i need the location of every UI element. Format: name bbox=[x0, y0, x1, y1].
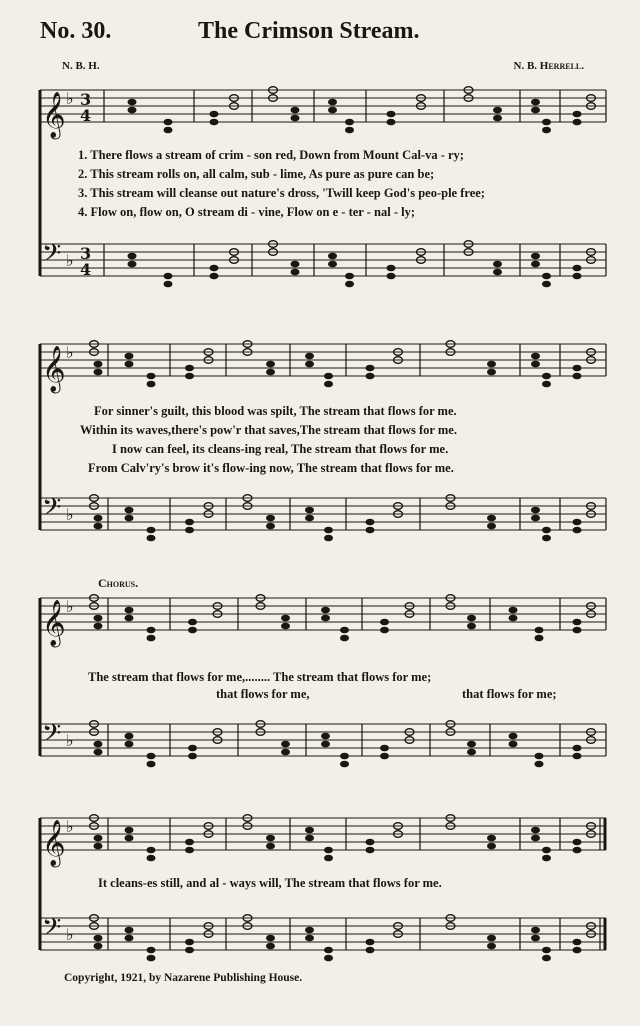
note-head bbox=[185, 373, 194, 380]
note-head bbox=[366, 365, 375, 372]
note-head bbox=[305, 515, 314, 522]
note-head bbox=[324, 381, 333, 388]
note-head bbox=[328, 99, 337, 106]
note-head bbox=[387, 265, 396, 272]
note-head bbox=[291, 269, 300, 276]
note-head bbox=[128, 99, 137, 106]
chorus-echo-a: that flows for me, bbox=[216, 687, 310, 701]
note-head bbox=[164, 273, 173, 280]
note-head bbox=[188, 619, 197, 626]
time-signature-bottom: 4 bbox=[80, 260, 92, 279]
note-head bbox=[324, 855, 333, 862]
note-head bbox=[281, 623, 290, 630]
note-head bbox=[542, 273, 551, 280]
note-head bbox=[573, 947, 582, 954]
note-head bbox=[305, 507, 314, 514]
note-head bbox=[291, 261, 300, 268]
note-head bbox=[281, 749, 290, 756]
note-head bbox=[487, 943, 496, 950]
note-head bbox=[531, 99, 540, 106]
note-head bbox=[573, 619, 582, 626]
note-head bbox=[210, 273, 219, 280]
note-head bbox=[542, 373, 551, 380]
note-head bbox=[328, 253, 337, 260]
note-head bbox=[210, 265, 219, 272]
flat-sign: ♭ bbox=[66, 251, 74, 270]
note-head bbox=[266, 515, 275, 522]
note-head bbox=[535, 753, 544, 760]
note-head bbox=[380, 753, 389, 760]
note-head bbox=[125, 515, 134, 522]
note-head bbox=[573, 839, 582, 846]
note-head bbox=[321, 741, 330, 748]
note-head bbox=[125, 353, 134, 360]
note-head bbox=[366, 939, 375, 946]
note-head bbox=[573, 847, 582, 854]
note-head bbox=[125, 935, 134, 942]
flat-sign: ♭ bbox=[66, 597, 74, 616]
treble-clef: 𝄞 bbox=[42, 600, 66, 646]
note-head bbox=[487, 369, 496, 376]
note-head bbox=[487, 843, 496, 850]
note-head bbox=[531, 361, 540, 368]
note-head bbox=[266, 943, 275, 950]
note-head bbox=[185, 519, 194, 526]
note-head bbox=[493, 261, 502, 268]
note-head bbox=[573, 627, 582, 634]
note-head bbox=[147, 635, 156, 642]
note-head bbox=[94, 843, 103, 850]
note-head bbox=[324, 527, 333, 534]
note-head bbox=[266, 835, 275, 842]
verse-line-4: 4. Flow on, flow on, O stream di - vine, Flow on e - ter - nal - ly; bbox=[78, 205, 416, 219]
note-head bbox=[305, 353, 314, 360]
note-head bbox=[185, 847, 194, 854]
note-head bbox=[467, 741, 476, 748]
copyright-notice: Copyright, 1921, by Nazarene Publishing House. bbox=[64, 972, 303, 984]
note-head bbox=[321, 733, 330, 740]
note-head bbox=[509, 741, 518, 748]
note-head bbox=[94, 369, 103, 376]
flat-sign: ♭ bbox=[66, 817, 74, 836]
note-head bbox=[573, 365, 582, 372]
note-head bbox=[291, 115, 300, 122]
note-head bbox=[266, 935, 275, 942]
note-head bbox=[147, 527, 156, 534]
note-head bbox=[94, 943, 103, 950]
bass-clef: 𝄢 bbox=[42, 239, 62, 274]
note-head bbox=[147, 955, 156, 962]
time-signature-top: 3 bbox=[80, 90, 92, 109]
note-head bbox=[305, 935, 314, 942]
note-head bbox=[266, 369, 275, 376]
note-head bbox=[542, 955, 551, 962]
note-head bbox=[531, 261, 540, 268]
note-head bbox=[266, 361, 275, 368]
note-head bbox=[125, 733, 134, 740]
note-head bbox=[291, 107, 300, 114]
note-head bbox=[340, 635, 349, 642]
flat-sign: ♭ bbox=[66, 925, 74, 944]
note-head bbox=[147, 947, 156, 954]
note-head bbox=[531, 935, 540, 942]
note-head bbox=[345, 273, 354, 280]
treble-clef: 𝄞 bbox=[42, 346, 66, 392]
note-head bbox=[94, 623, 103, 630]
note-head bbox=[542, 947, 551, 954]
note-head bbox=[531, 515, 540, 522]
verse-line-3: 3. This stream will cleanse out nature's dross, 'Twill keep God's peo-ple free; bbox=[78, 186, 485, 200]
note-head bbox=[387, 273, 396, 280]
note-head bbox=[125, 827, 134, 834]
note-head bbox=[387, 119, 396, 126]
note-head bbox=[509, 733, 518, 740]
note-head bbox=[487, 835, 496, 842]
note-head bbox=[487, 935, 496, 942]
note-head bbox=[305, 835, 314, 842]
note-head bbox=[493, 115, 502, 122]
note-head bbox=[345, 281, 354, 288]
note-head bbox=[266, 523, 275, 530]
note-head bbox=[324, 535, 333, 542]
note-head bbox=[164, 119, 173, 126]
note-head bbox=[281, 741, 290, 748]
note-head bbox=[531, 827, 540, 834]
note-head bbox=[147, 753, 156, 760]
note-head bbox=[125, 615, 134, 622]
note-head bbox=[94, 835, 103, 842]
note-head bbox=[542, 119, 551, 126]
note-head bbox=[305, 827, 314, 834]
note-head bbox=[573, 373, 582, 380]
note-head bbox=[531, 107, 540, 114]
note-head bbox=[573, 939, 582, 946]
flat-sign: ♭ bbox=[66, 343, 74, 362]
note-head bbox=[128, 253, 137, 260]
note-head bbox=[542, 855, 551, 862]
note-head bbox=[509, 607, 518, 614]
note-head bbox=[94, 515, 103, 522]
note-head bbox=[94, 523, 103, 530]
note-head bbox=[94, 741, 103, 748]
note-head bbox=[188, 627, 197, 634]
note-head bbox=[380, 745, 389, 752]
note-head bbox=[542, 535, 551, 542]
note-head bbox=[573, 119, 582, 126]
treble-clef: 𝄞 bbox=[42, 92, 66, 138]
note-head bbox=[487, 515, 496, 522]
flat-sign: ♭ bbox=[66, 89, 74, 108]
note-head bbox=[266, 843, 275, 850]
note-head bbox=[324, 947, 333, 954]
note-head bbox=[125, 507, 134, 514]
note-head bbox=[147, 535, 156, 542]
composer-credit: N. B. Herrell. bbox=[513, 60, 584, 72]
note-head bbox=[324, 373, 333, 380]
note-head bbox=[345, 127, 354, 134]
note-head bbox=[164, 127, 173, 134]
note-head bbox=[340, 753, 349, 760]
note-head bbox=[493, 107, 502, 114]
note-head bbox=[125, 927, 134, 934]
note-head bbox=[366, 839, 375, 846]
note-head bbox=[210, 119, 219, 126]
note-head bbox=[340, 761, 349, 768]
note-head bbox=[281, 615, 290, 622]
note-head bbox=[380, 619, 389, 626]
note-head bbox=[380, 627, 389, 634]
note-head bbox=[188, 745, 197, 752]
flat-sign: ♭ bbox=[66, 505, 74, 524]
note-head bbox=[573, 111, 582, 118]
note-head bbox=[535, 635, 544, 642]
note-head bbox=[467, 623, 476, 630]
note-head bbox=[487, 523, 496, 530]
note-head bbox=[542, 527, 551, 534]
hymn-title: The Crimson Stream. bbox=[198, 18, 420, 44]
verse-line-2: 2. This stream rolls on, all calm, sub - lime, As pure as pure can be; bbox=[78, 167, 435, 181]
note-head bbox=[185, 839, 194, 846]
note-head bbox=[509, 615, 518, 622]
chorus-label: Chorus. bbox=[98, 576, 139, 590]
bass-clef: 𝄢 bbox=[42, 719, 62, 754]
note-head bbox=[305, 927, 314, 934]
note-head bbox=[94, 749, 103, 756]
flat-sign: ♭ bbox=[66, 731, 74, 750]
note-head bbox=[125, 741, 134, 748]
note-head bbox=[366, 373, 375, 380]
chorus-lyric-2: It cleans-es still, and al - ways will, The stream that flows for me. bbox=[98, 876, 442, 890]
chorus-echo-b: that flows for me; bbox=[462, 687, 557, 701]
verse-line-1: 1. There flows a stream of crim - son red, Down from Mount Cal-va - ry; bbox=[78, 148, 464, 162]
note-head bbox=[531, 253, 540, 260]
note-head bbox=[321, 615, 330, 622]
note-head bbox=[542, 847, 551, 854]
note-head bbox=[366, 947, 375, 954]
note-head bbox=[531, 927, 540, 934]
note-head bbox=[94, 935, 103, 942]
note-head bbox=[147, 381, 156, 388]
note-head bbox=[147, 627, 156, 634]
note-head bbox=[94, 615, 103, 622]
note-head bbox=[531, 835, 540, 842]
note-head bbox=[210, 111, 219, 118]
note-head bbox=[387, 111, 396, 118]
note-head bbox=[366, 527, 375, 534]
note-head bbox=[573, 745, 582, 752]
time-signature-top: 3 bbox=[80, 244, 92, 263]
lyricist-credit: N. B. H. bbox=[62, 60, 100, 72]
note-head bbox=[164, 281, 173, 288]
note-head bbox=[128, 261, 137, 268]
note-head bbox=[185, 527, 194, 534]
note-head bbox=[94, 361, 103, 368]
verse-line-2b: Within its waves,there's pow'r that saves,The stream that flows for me. bbox=[80, 423, 457, 437]
note-head bbox=[573, 527, 582, 534]
note-head bbox=[147, 761, 156, 768]
note-head bbox=[128, 107, 137, 114]
note-head bbox=[340, 627, 349, 634]
note-head bbox=[147, 373, 156, 380]
note-head bbox=[467, 749, 476, 756]
note-head bbox=[185, 365, 194, 372]
note-head bbox=[531, 507, 540, 514]
note-head bbox=[324, 847, 333, 854]
bass-clef: 𝄢 bbox=[42, 493, 62, 528]
note-head bbox=[188, 753, 197, 760]
note-head bbox=[493, 269, 502, 276]
hymn-number: No. 30. bbox=[40, 18, 112, 44]
note-head bbox=[125, 361, 134, 368]
note-head bbox=[535, 627, 544, 634]
note-head bbox=[345, 119, 354, 126]
note-head bbox=[185, 947, 194, 954]
verse-line-3b: I now can feel, its cleans-ing real, The stream that flows for me. bbox=[112, 442, 449, 456]
note-head bbox=[321, 607, 330, 614]
note-head bbox=[542, 281, 551, 288]
note-head bbox=[147, 855, 156, 862]
note-head bbox=[531, 353, 540, 360]
note-head bbox=[573, 273, 582, 280]
note-head bbox=[542, 127, 551, 134]
note-head bbox=[328, 107, 337, 114]
chorus-lyric-1: The stream that flows for me,........ The stream that flows for me; bbox=[88, 670, 432, 684]
note-head bbox=[542, 381, 551, 388]
time-signature-bottom: 4 bbox=[80, 106, 92, 125]
note-head bbox=[147, 847, 156, 854]
note-head bbox=[328, 261, 337, 268]
note-head bbox=[487, 361, 496, 368]
note-head bbox=[185, 939, 194, 946]
note-head bbox=[573, 519, 582, 526]
note-head bbox=[324, 955, 333, 962]
treble-clef: 𝄞 bbox=[42, 820, 66, 866]
note-head bbox=[125, 607, 134, 614]
verse-line-4b: From Calv'ry's brow it's flow-ing now, The stream that flows for me. bbox=[88, 461, 454, 475]
bass-clef: 𝄢 bbox=[42, 913, 62, 948]
note-head bbox=[573, 753, 582, 760]
note-head bbox=[366, 847, 375, 854]
note-head bbox=[366, 519, 375, 526]
verse-line-1b: For sinner's guilt, this blood was spilt, The stream that flows for me. bbox=[94, 404, 457, 418]
note-head bbox=[125, 835, 134, 842]
note-head bbox=[467, 615, 476, 622]
note-head bbox=[305, 361, 314, 368]
note-head bbox=[573, 265, 582, 272]
note-head bbox=[535, 761, 544, 768]
